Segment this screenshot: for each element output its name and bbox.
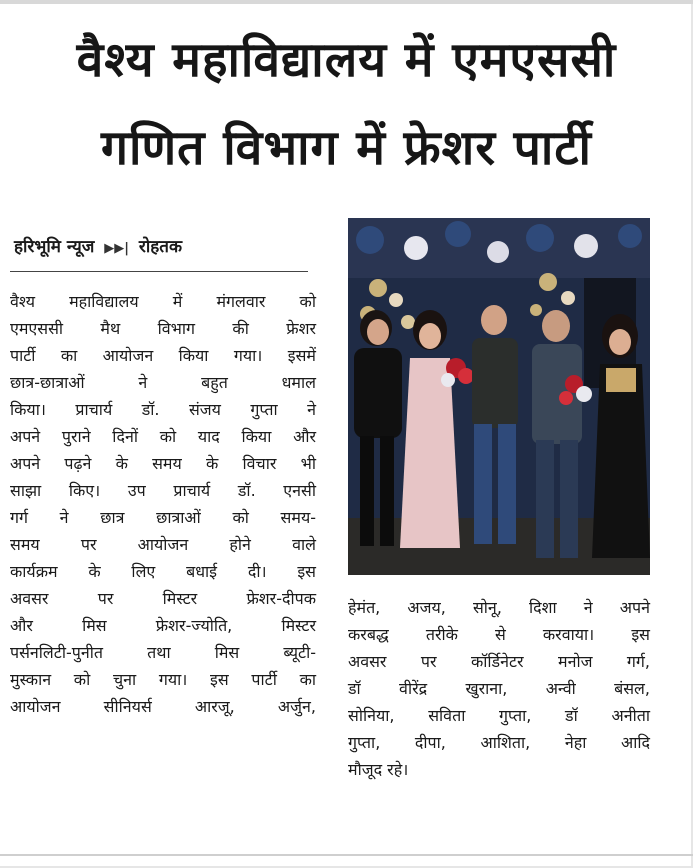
article-column-right (348, 594, 650, 783)
byline-separator-icon: ▶▶| (104, 241, 129, 256)
article-line: और मिस फ्रेशर-ज्योति, मिस्टर (10, 616, 316, 635)
article-line: सोनिया, सविता गुप्ता, डॉ अनीता (348, 706, 650, 725)
byline-source: हरिभूमि न्यूज (14, 237, 95, 257)
article-line: डॉ वीरेंद्र खुराना, अन्वी बंसल, (348, 679, 650, 698)
byline-divider (10, 271, 308, 272)
article-line: छात्र-छात्राओं ने बहुत धमाल (10, 373, 316, 392)
article-line: पार्टी का आयोजन किया गया। इसमें (10, 346, 316, 365)
event-photo (348, 218, 650, 575)
article-line: मुस्कान को चुना गया। इस पार्टी का (10, 670, 316, 689)
article-line: एमएससी मैथ विभाग की फ्रेशर (10, 319, 316, 338)
headline-line-1: वैश्य महाविद्यालय में एमएससी (76, 32, 617, 88)
article-line: वैश्य महाविद्यालय में मंगलवार को (10, 292, 316, 311)
article-line: अवसर पर मिस्टर फ्रेशर-दीपक (10, 589, 316, 608)
article-line: अपने पढ़ने के समय के विचार भी (10, 454, 316, 473)
headline-line-2: गणित विभाग में फ्रेशर पार्टी (101, 120, 592, 176)
article-line: हेमंत, अजय, सोनू, दिशा ने अपने (348, 598, 650, 617)
article-line: अवसर पर कॉर्डिनेटर मनोज गर्ग, (348, 652, 650, 671)
article-line: पर्सनलिटी-पुनीत तथा मिस ब्यूटी- (10, 643, 316, 662)
article-line: कार्यक्रम के लिए बधाई दी। इस (10, 562, 316, 581)
article-column-left (10, 288, 316, 720)
article-line: गर्ग ने छात्र छात्राओं को समय- (10, 508, 316, 527)
bottom-divider (0, 854, 693, 856)
byline-location: रोहतक (138, 237, 183, 257)
article-line: गुप्ता, दीपा, आशिता, नेहा आदि (348, 733, 650, 752)
article-line: अपने पुराने दिनों को याद किया और (10, 427, 316, 446)
article-line: मौजूद रहे। (348, 760, 409, 779)
article-line: किया। प्राचार्य डॉ. संजय गुप्ता ने (10, 400, 316, 419)
article-line: करबद्ध तरीके से करवाया। इस (348, 625, 650, 644)
article-line: आयोजन सीनियर्स आरजू, अर्जुन, (10, 697, 316, 716)
top-divider (0, 0, 693, 4)
article-line: साझा किए। उप प्राचार्य डॉ. एनसी (10, 481, 316, 500)
byline (14, 234, 308, 257)
article-line: समय पर आयोजन होने वाले (10, 535, 316, 554)
